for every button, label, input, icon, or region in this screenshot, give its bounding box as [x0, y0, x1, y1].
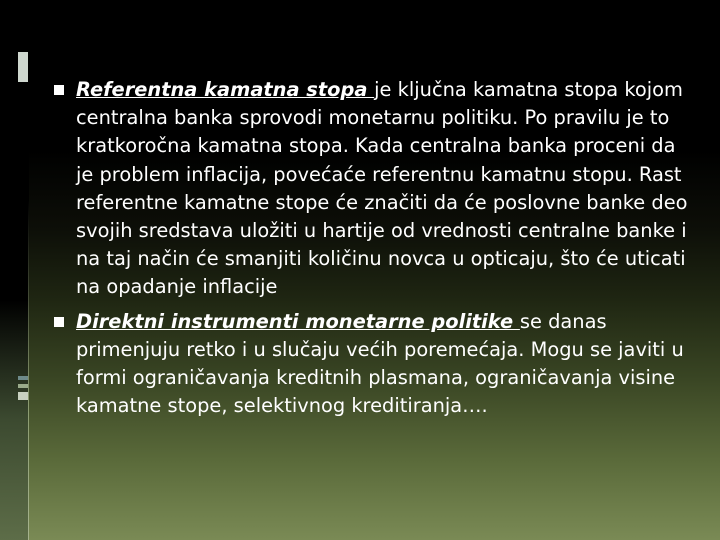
bullet-item-direktni-instrumenti — [52, 308, 692, 421]
square-bullet-icon — [54, 85, 64, 95]
decorative-mark — [18, 376, 28, 380]
slide-content — [52, 76, 692, 420]
bullet-term: Referentna kamatna stopa — [76, 78, 375, 101]
square-bullet-icon — [54, 317, 64, 327]
left-decorative-line — [28, 0, 29, 540]
decorative-mark — [18, 384, 28, 388]
bullet-text: se danas primenjuju retko i u slučaju većih poremećaja. Mogu se javiti u formi ograničavanja kreditnih plasmana, ograničavanja visine kamatne stope, selektivnog kreditiranja…. — [76, 309, 684, 418]
bullet-item-referentna-kamatna-stopa — [52, 76, 692, 302]
bullet-text: je ključna kamatna stopa kojom centralna banka sprovodi monetarnu politiku. Po pravilu je to kratkoročna kamatna stopa. Kada centralna banka proceni da je problem inflacija, povećaće referentnu kamatnu stopu. Rast referentne kamatne stope će značiti da će poslovne banke deo svojih sredstava uložiti u hartije od vrednosti centralne banke i na taj način će smanjiti količinu novca u opticaju, što će uticati na opadanje inflacije — [76, 78, 688, 299]
bullet-term: Direktni instrumenti monetarne politike — [76, 309, 520, 333]
decorative-mark — [18, 392, 28, 400]
decorative-block — [18, 52, 28, 82]
